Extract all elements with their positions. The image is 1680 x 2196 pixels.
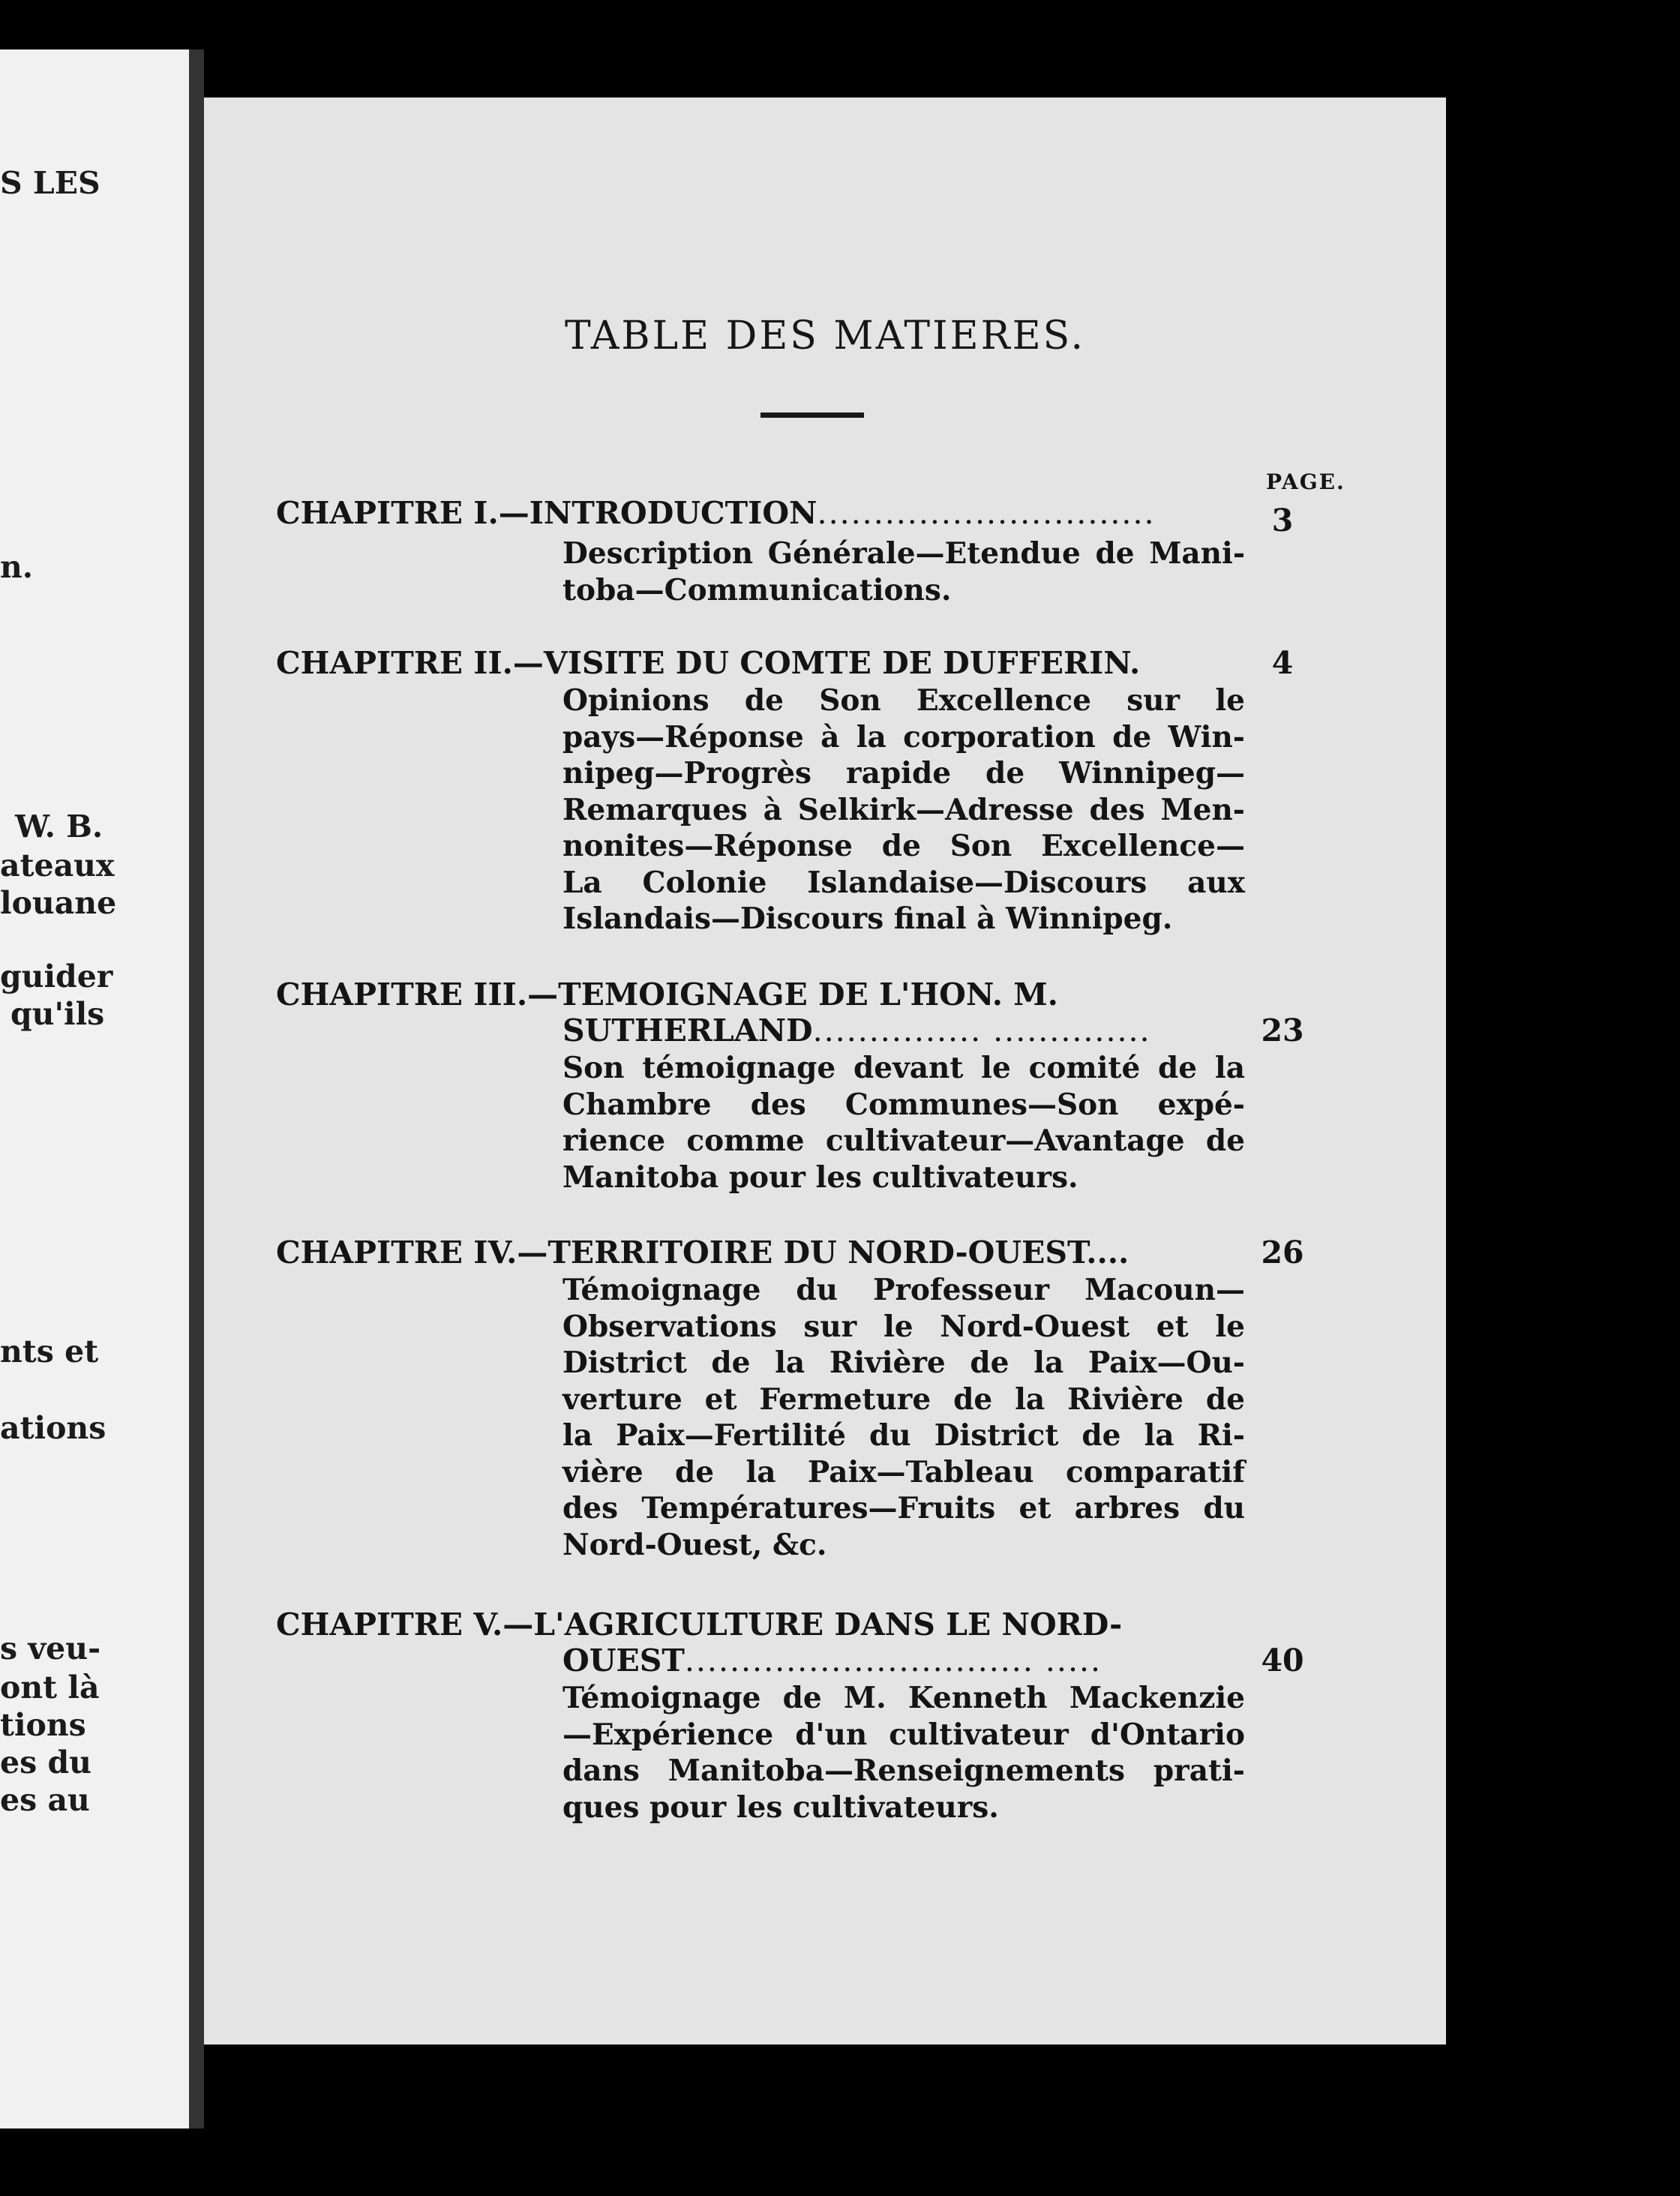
fragment-text: guider (0, 958, 113, 994)
chapter-description: Son témoignage devant le comité de la Chambre des Communes—Son expé- rience comme cultivateur—Avantage de Manitoba pour les cultivateurs. (562, 1051, 1245, 1195)
chapter-description: Description Générale—Etendue de Mani- toba—Communications. (562, 536, 1245, 608)
chapter-heading-continued: OUEST............................... ..... (562, 1642, 1102, 1678)
fragment-text: ations (0, 1410, 106, 1446)
page-number: 26 (1261, 1234, 1304, 1270)
fragment-text: qu'ils (10, 996, 105, 1032)
page-number: 23 (1261, 1012, 1304, 1048)
fragment-text: s veu- (0, 1630, 101, 1666)
chapter-heading: CHAPITRE IV.—TERRITOIRE DU NORD-OUEST.... (276, 1234, 1130, 1270)
chapter-heading: CHAPITRE I.—INTRODUCTION.............................. (276, 495, 1156, 531)
fragment-text: ateaux (0, 848, 115, 884)
leader-dots: ............................... ..... (684, 1642, 1102, 1678)
book-gutter (189, 50, 204, 2128)
fragment-text: es du (0, 1744, 92, 1780)
fragment-text: ont là (0, 1670, 100, 1706)
chapter-heading: CHAPITRE II.—VISITE DU COMTE DE DUFFERIN. (276, 645, 1141, 681)
page-column-label: PAGE. (1266, 470, 1346, 494)
fragment-text: louane (0, 885, 117, 921)
chapter-heading-continued: SUTHERLAND............... .............. (562, 1012, 1151, 1048)
page-number: 4 (1271, 645, 1294, 681)
fragment-text: S LES (0, 165, 100, 201)
left-page-fragment (0, 50, 189, 2128)
chapter-description: Témoignage de M. Kenneth Mackenzie —Expérience d'un cultivateur d'Ontario dans Manitoba—Renseignements prati- ques pour les cultivateurs. (562, 1681, 1245, 1825)
leader-dots: ............... .............. (812, 1012, 1151, 1048)
leader-dots: .............................. (817, 495, 1156, 531)
fragment-text: n. (0, 549, 34, 585)
chapter-description: Opinions de Son Excellence sur le pays—Réponse à la corporation de Win- nipeg—Progrès rapide de Winnipeg— Remarques à Selkirk—Adresse des Men- nonites—Réponse de Son Excellence— La Colonie Islandaise—Discours aux Islandais—Discours final à Winnipeg. (562, 683, 1245, 936)
fragment-text: nts et (0, 1334, 99, 1370)
chapter-heading: CHAPITRE III.—TEMOIGNAGE DE L'HON. M. (276, 976, 1058, 1012)
toc-page (204, 98, 1446, 2044)
chapter-heading: CHAPITRE V.—L'AGRICULTURE DANS LE NORD- (276, 1606, 1123, 1642)
fragment-text: es au (0, 1782, 90, 1818)
page-title: TABLE DES MATIERES. (565, 314, 1085, 358)
page-number: 3 (1271, 502, 1294, 538)
title-rule (760, 412, 864, 418)
page-number: 40 (1261, 1642, 1304, 1678)
fragment-text: tions (0, 1707, 86, 1743)
fragment-text: W. B. (15, 808, 104, 844)
chapter-description: Témoignage du Professeur Macoun— Observations sur le Nord-Ouest et le District de la Rivière de la Paix—Ou- verture et Fermeture de la Rivière de la Paix—Fertilité du District de la Ri- vière de la Paix—Tableau comparatif des Températures—Fruits et arbres du Nord-Ouest, &c. (562, 1273, 1245, 1562)
